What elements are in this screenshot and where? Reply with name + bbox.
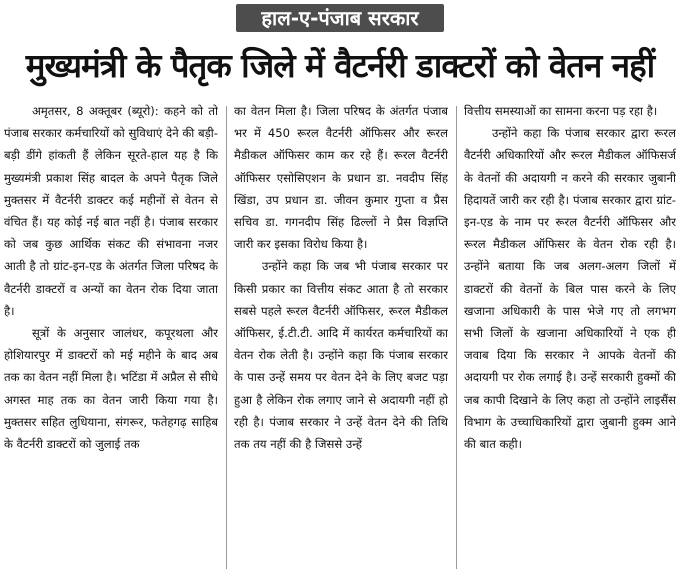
paragraph: का वेतन मिला है। जिला परिषद के अंतर्गत पंजाब भर में 450 रूरल वैटर्नरी ऑफिसर और रूरल मैडीकल ऑफिसर काम कर रहे हैं। रूरल वैटर्नरी ऑफिसर एसोसिएशन के प्रधान डा. नवदीप सिंह खिंडा, उप प्रधान डा. जीवन कुमार गुप्ता व प्रैस सचिव डा. गगनदीप सिंह ढिल्लों ने प्रैस विज्ञप्ति जारी कर इसका विरोध किया है। [234,104,448,252]
paragraph: अमृतसर, 8 अक्तूबर (ब्यूरो): कहने को तो पंजाब सरकार कर्मचारियों को सुविधाएं देने की बड़ी-बड़ी डींगे हांकती हैं लेकिन सूरते-हाल यह है कि मुख्यमंत्री प्रकाश सिंह बादल के अपने पैतृक जिले मुक्तसर में वैटर्नरी डाक्टर कई महीनों से वेतन से वंचित हैं। यह कोई नई बात नहीं है। पंजाब सरकार को जब कुछ आर्थिक संकट की संभावना नजर आती है तो ग्रांट-इन-एड के अंतर्गत जिला परिषद के वैटर्नरी डाक्टरों व अन्यों का वेतन रोक दिया जाता है। [4,104,218,318]
article-column-3 [464,100,676,573]
column-divider [456,106,457,569]
paragraph: वित्तीय समस्याओं का सामना करना पड़ रहा है। [464,104,658,118]
article-column-1 [4,100,218,573]
section-kicker: हाल-ए-पंजाब सरकार [236,4,444,32]
paragraph: उन्होंने कहा कि पंजाब सरकार द्वारा रूरल वैटर्नरी अधिकारियों और रूरल मैडीकल ऑफिसर्ज के वेतनों की अदायगी न करने की सरकार जुबानी हिदायतें जारी कर रही है। पंजाब सरकार द्वारा ग्रांट-इन-एड के नाम पर रूरल वैटर्नरी ऑफिसर और रूरल मैडीकल ऑफिसर के वेतन रोक रही है। उन्होंने बताया कि जब अलग-अलग जिलों में डाक्टरों की वेतनों के बिल पास करने के लिए खजाना अधिकारी के पास भेजे गए तो लगभग सभी जिलों के खजाना अधिकारियों ने एक ही जवाब दिया कि सरकार ने आपके वेतनों की अदायगी पर रोक लगाई है। उन्हें सरकारी हुक्मों की जब कापी दिखाने के लिए कहा तो उन्होंने लाइसैंस विभाग के उच्चाधिकारियों द्वारा जुबानी हुक्म आने की बात कही। [464,126,676,452]
column-divider [226,106,227,569]
paragraph: सूत्रों के अनुसार जालंधर, कपूरथला और होशियारपुर में डाक्टरों को मई महीने के बाद अब तक का वेतन नहीं मिला है। भटिंडा में अप्रैल से सीधे अगस्त माह तक का वेतन जारी किया गया है। मुक्तसर सहित लुधियाना, संगरूर, फतेहगढ़ साहिब के वैटर्नरी डाक्टरों को जुलाई तक [4,326,218,452]
article-column-2 [234,100,448,573]
paragraph: उन्होंने कहा कि जब भी पंजाब सरकार पर किसी प्रकार का वित्तीय संकट आता है तो सरकार सबसे पहले रूरल वैटर्नरी ऑफिसर, रूरल मैडीकल ऑफिसर, ई.टी.टी. आदि में कार्यरत कर्मचारियों का वेतन रोक लेती है। उन्होंने कहा कि पंजाब सरकार के पास उन्हें समय पर वेतन देने के लिए बजट पड़ा हुआ है लेकिन रोक लगाए जाने से अदायगी नहीं हो रही है। पंजाब सरकार ने उन्हें वेतन देने की तिथि तक तय नहीं की है जिससे उन्हें [234,259,448,452]
headline: मुख्यमंत्री के पैतृक जिले में वैटर्नरी डाक्टरों को वेतन नहीं [25,46,655,85]
